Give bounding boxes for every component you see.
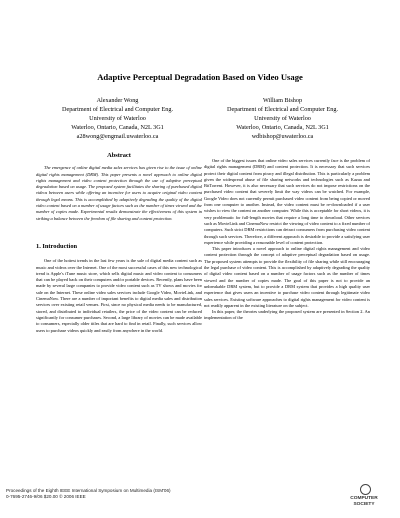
computer-society-logo [334, 484, 394, 516]
author-name: Alexander Wong [96, 97, 139, 104]
paper-title: Adaptive Perceptual Degradation Based on Video Usage [97, 72, 303, 82]
computer-society-icon [360, 484, 371, 495]
left-column [36, 153, 202, 334]
author-name: William Bishop [262, 97, 303, 104]
author-address: Waterloo, Ontario, Canada, N2L 3G1 [71, 123, 164, 131]
abstract-heading: Abstract [107, 152, 131, 159]
author-block-2 [195, 97, 370, 142]
author-email: a28wong@engmail.uwaterloo.ca [76, 132, 159, 140]
intro-paragraph: One of the hottest trends in the last few years is the sale of digital media content such as music and videos over the Internet. One of the most successful cases of this new technological trend is Apple's iTune music store, which sells digital music and video content to consumers that can be played back on their computers and/or portable devices. Recently, plans have been made by several large companies to provide video content such as TV shows and movies for sale on the Internet. These online video sales services include Google Video, MovieLink, and CinemaNow. There are a number of important benefits to digital media sales and distribution services over existing retail venues. First, since no physical media needs to be manufactured, stored, and distributed to individual retailers, the price of the video content can be reduced significantly for consumer purchases. Second, a large library of movies can be made available to consumers, especially older titles that are hard to find in retail. Finally, such services allow users to purchase videos quickly and easily from anywhere in the world. [36, 258, 202, 333]
abstract-text: The emergence of online digital media sales services has given rise to the issue of online digital rights management (DRM). This paper presents a novel approach to online digital rights management and video content protection through the use of adaptive perceptual degradation based on usage. The proposed system facilitates the sharing of purchased digital videos between users while offering an incentive for users to acquire original video content through legal means. This is accomplished by adaptively degrading the quality of the digital video content based on a number of usage factors such as the number of times viewed and the number of copies made. Experimental results demonstrate the effectiveness of this system in striking a balance between the freedom of file sharing and content protection. [36, 165, 202, 221]
author-university: University of Waterloo [89, 114, 146, 122]
footer-line: 0-7695-2746-9/06 $20.00 © 2006 IEEE [6, 494, 86, 499]
author-university: University of Waterloo [254, 114, 311, 122]
author-block-1 [30, 97, 205, 142]
body-paragraph: This paper introduces a novel approach to online digital rights management and video content protection through the concept of adaptive perceptual degradation based on usage. The proposed system attempts to provide the flexibility of file sharing while still encouraging the legal purchase of video content. This is accomplished by adaptively degrading the quality of digital video content based on a number of usage factors such as the number of times viewed and the number of copies made. The goal of this paper is not to provide an unbreakable DRM system, but to provide a DRM system that provides a high quality user experience that gives users an incentive to purchase video content through legitimate video sales services. Existing software approaches to digital rights management for video content is not readily apparent in the existing literature on the subject. [204, 246, 370, 308]
footer-line: Proceedings of the Eighth IEEE International Symposium on Multimedia (ISM'06) [6, 488, 171, 493]
right-column [204, 158, 370, 322]
author-address: Waterloo, Ontario, Canada, N2L 3G1 [236, 123, 329, 131]
author-email: wdbishop@uwaterloo.ca [251, 132, 314, 140]
author-department: Department of Electrical and Computer Eng. [227, 105, 338, 113]
footer-proceedings [6, 488, 171, 500]
section-heading-introduction: 1. Introduction [36, 242, 78, 250]
logo-text-line: COMPUTER [350, 496, 378, 501]
logo-text-line: SOCIETY [353, 501, 375, 507]
body-paragraph: In this paper, the theories underlying the proposed system are presented in Section 2. An implementation of the [204, 309, 370, 321]
body-paragraph: One of the biggest issues that online video sales services currently face is the problem of digital rights management (DRM) and content protection. It is necessary that such services protect their digital content from piracy and illegal distribution. This is particularly a problem given the widespread abuse of file sharing networks and technologies such as Kazaa and BitTorrent. However, it is also necessary that such services do not impose restrictions on the purchased video content that severely limit the way videos can be watched. For example, Google Video does not currently permit purchased video content from being copied or moved from one computer to another. Instead, the video content must be re-downloaded if a user wishes to view the content on another computer. While this is acceptable for short videos, it is very problematic for full-length movies that require a long time to download. Other services such as MovieLink and CinemaNow restrict the viewing of video content to a fixed number of computers. Such strict DRM restrictions can detract consumers from purchasing video content through such services. Therefore, a different approach is desirable to provide a satisfying user experience while providing a reasonable level of content protection. [204, 158, 370, 245]
author-department: Department of Electrical and Computer Eng. [62, 105, 173, 113]
